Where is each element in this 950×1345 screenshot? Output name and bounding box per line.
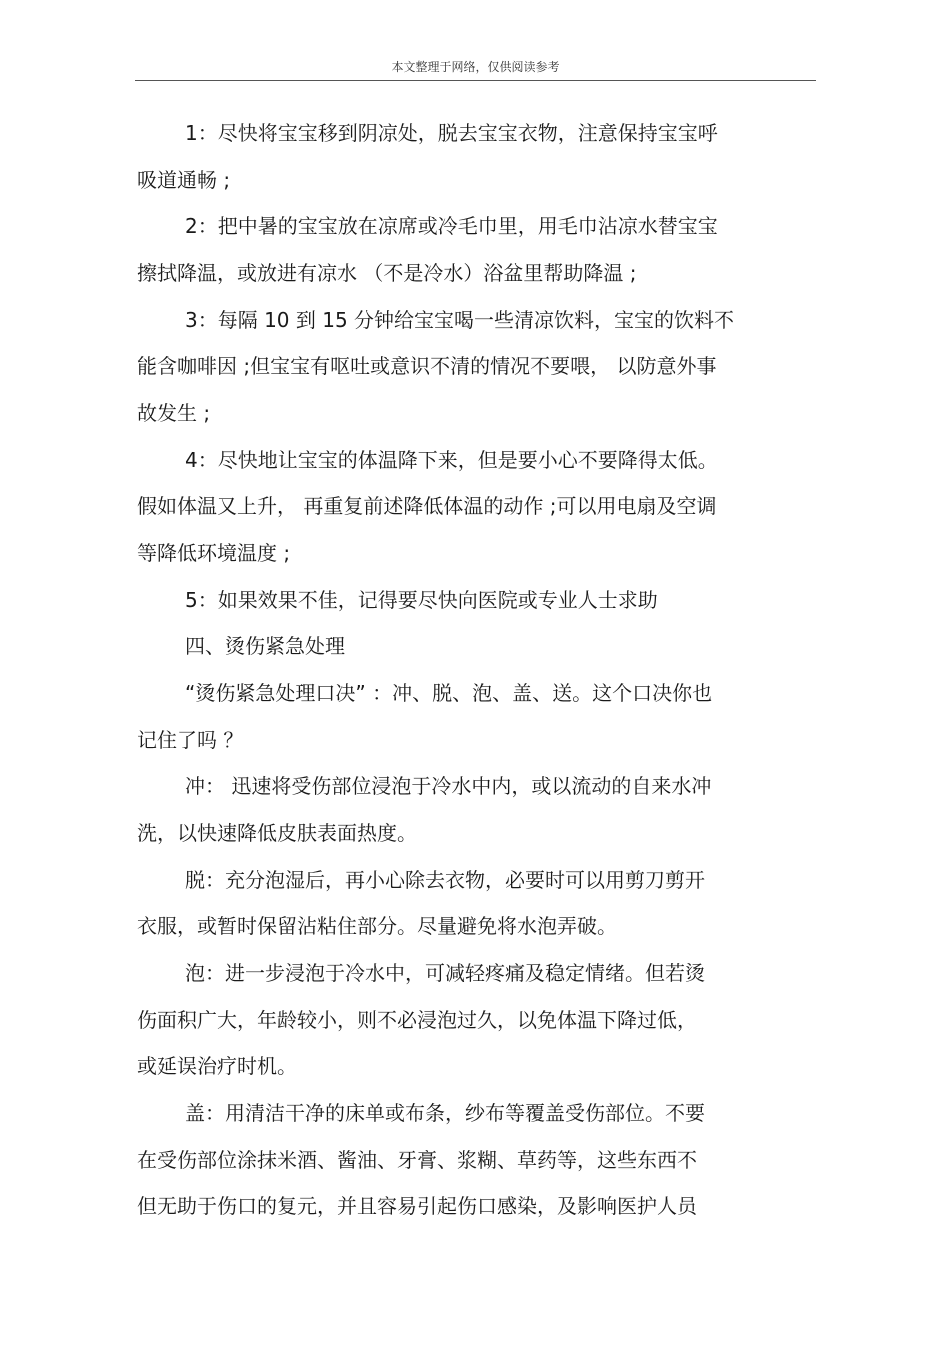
text-line: 盖：用清洁干净的床单或布条，纱布等覆盖受伤部位。不要 — [185, 1101, 705, 1125]
text-line: 擦拭降温，或放进有凉水 （不是冷水）浴盆里帮助降温 ; — [137, 261, 637, 285]
text-line: 5：如果效果不佳，记得要尽快向医院或专业人士求助 — [185, 588, 658, 612]
page-header: 本文整理于网络，仅供阅读参考 — [391, 60, 560, 74]
text-line: 等降低环境温度 ; — [137, 541, 291, 565]
text-line: 衣服，或暂时保留沾粘住部分。尽量避免将水泡弄破。 — [137, 914, 617, 938]
text-line: 吸道通畅 ; — [137, 168, 231, 192]
header-divider — [135, 80, 816, 81]
text-line: 2：把中暑的宝宝放在凉席或冷毛巾里，用毛巾沾凉水替宝宝 — [185, 214, 718, 238]
text-line: 1：尽快将宝宝移到阴凉处，脱去宝宝衣物，注意保持宝宝呼 — [185, 121, 718, 145]
text-line: 伤面积广大，年龄较小，则不必浸泡过久，以免体温下降过低， — [137, 1008, 697, 1032]
text-line: 3：每隔 10 到 15 分钟给宝宝喝一些清凉饮料，宝宝的饮料不 — [185, 308, 735, 332]
text-line: 洗，以快速降低皮肤表面热度。 — [137, 821, 417, 845]
text-line: 脱：充分泡湿后，再小心除去衣物，必要时可以用剪刀剪开 — [185, 868, 705, 892]
text-line: 但无助于伤口的复元，并且容易引起伤口感染，及影响医护人员 — [137, 1194, 697, 1218]
text-line: 冲： 迅速将受伤部位浸泡于冷水中内，或以流动的自来水冲 — [185, 774, 712, 798]
text-line: 在受伤部位涂抹米酒、酱油、牙膏、浆糊、草药等，这些东西不 — [137, 1148, 697, 1172]
text-line: 泡：进一步浸泡于冷水中，可减轻疼痛及稳定情绪。但若烫 — [185, 961, 705, 985]
text-line: 记住了吗 ？ — [137, 728, 244, 752]
section-heading: 四、烫伤紧急处理 — [185, 634, 345, 658]
text-line: 故发生 ; — [137, 401, 211, 425]
text-line: “烫伤紧急处理口决” ：冲、脱、泡、盖、送。这个口决你也 — [185, 681, 713, 705]
text-line: 能含咖啡因 ;但宝宝有呕吐或意识不清的情况不要喂， 以防意外事 — [137, 354, 717, 378]
text-line: 假如体温又上升， 再重复前述降低体温的动作 ;可以用电扇及空调 — [137, 494, 717, 518]
text-line: 4：尽快地让宝宝的体温降下来，但是要小心不要降得太低。 — [185, 448, 718, 472]
text-line: 或延误治疗时机。 — [137, 1054, 297, 1078]
